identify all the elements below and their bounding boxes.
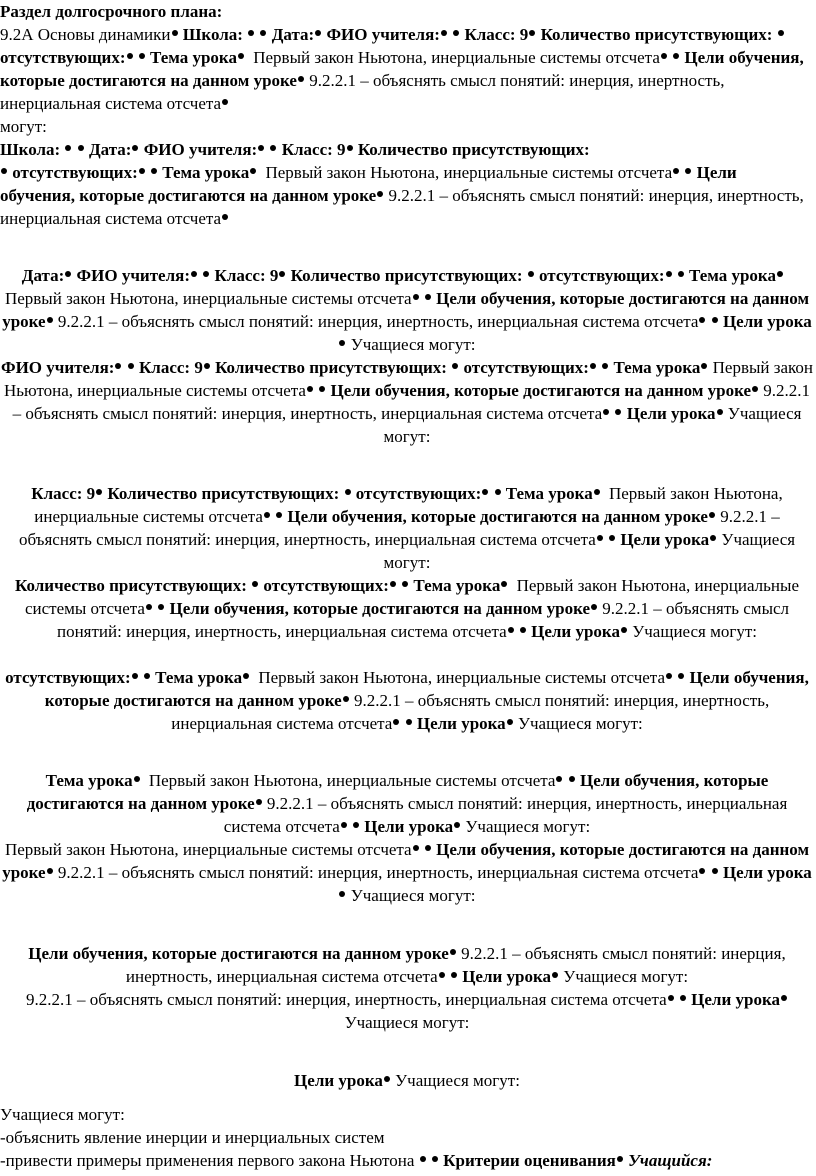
bullet-icon <box>594 489 600 495</box>
bullet-icon <box>710 535 716 541</box>
bullet-icon <box>453 30 459 36</box>
bullet-icon <box>402 581 408 587</box>
school-block <box>0 138 814 230</box>
bullet-icon <box>507 719 513 725</box>
bullet-icon <box>712 317 718 323</box>
bullet-icon <box>439 972 445 978</box>
bullet-icon <box>279 271 285 277</box>
bullet-icon <box>345 489 351 495</box>
bullet-icon <box>128 363 134 369</box>
bullet-icon <box>621 627 627 633</box>
bullet-icon <box>319 386 325 392</box>
bullet-icon <box>132 145 138 151</box>
bullet-icon <box>264 512 270 518</box>
section-label: Раздел долгосрочного плана: <box>0 2 223 21</box>
bullet-icon <box>258 145 264 151</box>
bullet-icon <box>712 868 718 874</box>
bullet-icon <box>699 868 705 874</box>
bullet-icon <box>678 673 684 679</box>
bullet-icon <box>96 489 102 495</box>
bullet-icon <box>222 214 228 220</box>
bullet-icon <box>678 271 684 277</box>
bullet-icon <box>450 949 456 955</box>
bullet-icon <box>454 822 460 828</box>
bullet-icon <box>777 271 783 277</box>
bullet-icon <box>778 30 784 36</box>
bullet-icon <box>203 271 209 277</box>
objectives-block <box>0 942 814 988</box>
bullet-icon <box>144 673 150 679</box>
bullet-icon <box>717 409 723 415</box>
bullet-icon <box>529 30 535 36</box>
objective-text-block <box>0 988 814 1034</box>
bullet-icon <box>243 673 249 679</box>
students-list <box>0 1103 814 1172</box>
bullet-icon <box>353 822 359 828</box>
bullet-icon <box>78 145 84 151</box>
bullet-icon <box>425 294 431 300</box>
bullet-icon <box>685 168 691 174</box>
bullet-icon <box>191 271 197 277</box>
bullet-icon <box>432 1156 438 1162</box>
bullet-icon <box>617 1156 623 1162</box>
bullet-icon <box>347 145 353 151</box>
bullet-icon <box>270 145 276 151</box>
bullet-icon <box>451 972 457 978</box>
bullet-icon <box>339 891 345 897</box>
bullet-icon <box>343 696 349 702</box>
bullet-icon <box>248 30 254 36</box>
bullet-icon <box>482 489 488 495</box>
date-block <box>0 264 814 356</box>
bullet-icon <box>132 673 138 679</box>
teacher-block <box>0 356 814 448</box>
bullet-icon <box>701 363 707 369</box>
bullet-icon <box>222 99 228 105</box>
bullet-icon <box>276 512 282 518</box>
bullet-icon <box>1 168 7 174</box>
bullet-icon <box>298 76 304 82</box>
bullet-icon <box>204 363 210 369</box>
bullet-icon <box>673 168 679 174</box>
bullet-icon <box>680 995 686 1001</box>
bullet-icon <box>65 145 71 151</box>
bullet-icon <box>709 512 715 518</box>
bullet-icon <box>420 1156 426 1162</box>
topic-text-paragraph: Первый закон Ньютона, инерциальные системы отсчета Цели обучения, которые достигаются на данном уроке 9.2.2.1 – объяснять смысл понятий: инерция, инертность, инерциальная система отсчета Цели урока Учащиеся могут: <box>2 840 812 905</box>
bullet-icon <box>781 995 787 1001</box>
bullet-icon <box>151 168 157 174</box>
topic-block <box>0 769 814 838</box>
bullet-icon <box>65 271 71 277</box>
topic-paragraph: Тема урока Первый закон Ньютона, инерциальные системы отсчета Цели обучения, которые достигаются на данном уроке 9.2.2.1 – объяснять смысл понятий: инерция, инертность, инерциальная система отсчета Цели урока Учащиеся могут: <box>26 771 788 836</box>
teacher-paragraph: ФИО учителя: Класс: 9 Количество присутствующих: отсутствующих: Тема урока Первый закон Ньютона, инерциальные системы отсчета Цели обучения, которые достигаются на данном уроке 9.2.2.1 – объяснять смысл понятий: инерция, инертность, инерциальная система отсчета Цели урока Учащиеся могут: <box>0 358 814 446</box>
bullet-icon <box>425 845 431 851</box>
bullet-icon <box>666 271 672 277</box>
bullet-icon <box>146 604 152 610</box>
bullet-icon <box>666 673 672 679</box>
bullet-icon <box>501 581 507 587</box>
bullet-icon <box>158 604 164 610</box>
bullet-icon <box>552 972 558 978</box>
bullet-icon <box>591 604 597 610</box>
bullet-icon <box>413 294 419 300</box>
bullet-icon <box>699 317 705 323</box>
bullet-icon <box>556 776 562 782</box>
bullet-icon <box>127 53 133 59</box>
bullet-icon <box>520 627 526 633</box>
bullet-icon <box>377 191 383 197</box>
bullet-icon <box>609 535 615 541</box>
bullet-icon <box>384 1076 390 1082</box>
bullet-icon <box>256 799 262 805</box>
bullet-icon <box>315 30 321 36</box>
bullet-icon <box>406 719 412 725</box>
bullet-icon <box>495 489 501 495</box>
list-item: -объяснить явление инерции и инерциальных систем <box>0 1128 385 1147</box>
bullet-icon <box>569 776 575 782</box>
bullet-icon <box>441 30 447 36</box>
bullet-icon <box>602 363 608 369</box>
objectives-paragraph: Цели обучения, которые достигаются на данном уроке 9.2.2.1 – объяснять смысл понятий: инерция, инертность, инерциальная система отсчета Цели урока Учащиеся могут: <box>28 944 786 986</box>
attendance-paragraph: Количество присутствующих: отсутствующих: Тема урока Первый закон Ньютона, инерциальные системы отсчета Цели обучения, которые достигаются на данном уроке 9.2.2.1 – объяснять смысл понятий: инерция, инертность, инерциальная система отсчета Цели урока Учащиеся могут: <box>15 576 799 641</box>
bullet-icon <box>673 53 679 59</box>
section-body: 9.2А Основы динамики Школа: Дата: ФИО учителя: Класс: 9 Количество присутствующих: отсутствующих: Тема урока Первый закон Ньютона, инерциальные системы отсчета Цели обучения, которые достигаются на данном уроке 9.2.2.1 – объяснять смысл понятий: инерция, инертность, инерциальная система отсчета <box>0 25 804 113</box>
bullet-icon <box>508 627 514 633</box>
section-header <box>0 0 814 138</box>
student-label: Учащийся: <box>628 1151 713 1170</box>
bullet-icon <box>752 386 758 392</box>
absent-paragraph: отсутствующих: Тема урока Первый закон Ньютона, инерциальные системы отсчета Цели обучения, которые достигаются на данном уроке 9.2.2.1 – объяснять смысл понятий: инерция, инертность, инерциальная система отсчета Цели урока Учащиеся могут: <box>5 668 809 733</box>
bullet-icon <box>597 535 603 541</box>
bullet-icon <box>115 363 121 369</box>
bullet-icon <box>47 868 53 874</box>
bullet-icon <box>528 271 534 277</box>
lesson-goals-paragraph: Цели урока Учащиеся могут: <box>294 1071 520 1090</box>
bullet-icon <box>341 822 347 828</box>
bullet-icon <box>339 340 345 346</box>
bullet-icon <box>260 30 266 36</box>
class-paragraph: Класс: 9 Количество присутствующих: отсутствующих: Тема урока Первый закон Ньютона, инерциальные системы отсчета Цели обучения, которые достигаются на данном уроке 9.2.2.1 – объяснять смысл понятий: инерция, инертность, инерциальная система отсчета Цели урока Учащиеся могут: <box>18 484 796 572</box>
bullet-icon <box>172 30 178 36</box>
bullet-icon <box>139 168 145 174</box>
students-can-heading: Учащиеся могут: <box>0 1105 125 1124</box>
topic-text-block <box>0 838 814 907</box>
bullet-icon <box>393 719 399 725</box>
bullet-icon <box>452 363 458 369</box>
absent-block <box>0 666 814 735</box>
school-paragraph: Школа: Дата: ФИО учителя: Класс: 9 Количество присутствующих: отсутствующих: Тема урока Первый закон Ньютона, инерциальные системы отсчета Цели обучения, которые достигаются на данном уроке 9.2.2.1 – объяснять смысл понятий: инерция, инертность, инерциальная система отсчета <box>0 140 804 228</box>
class-block <box>0 482 814 574</box>
bullet-icon <box>661 53 667 59</box>
bullet-icon <box>615 409 621 415</box>
bullet-icon <box>134 776 140 782</box>
attendance-block <box>0 574 814 643</box>
bullet-icon <box>307 386 313 392</box>
bullet-icon <box>603 409 609 415</box>
bullet-icon <box>413 845 419 851</box>
date-paragraph: Дата: ФИО учителя: Класс: 9 Количество присутствующих: отсутствующих: Тема урока Первый закон Ньютона, инерциальные системы отсчета Цели обучения, которые достигаются на данном уроке 9.2.2.1 – объяснять смысл понятий: инерция, инертность, инерциальная система отсчета Цели урока Учащиеся могут: <box>2 266 812 354</box>
list-item: -привести примеры применения первого закона Ньютона Критерии оценивания Учащийся: <box>0 1151 713 1170</box>
bullet-icon <box>47 317 53 323</box>
mogut-line: могут: <box>0 117 47 136</box>
bullet-icon <box>390 581 396 587</box>
bullet-icon <box>590 363 596 369</box>
bullet-icon <box>250 168 256 174</box>
bullet-icon <box>139 53 145 59</box>
objective-text-paragraph: 9.2.2.1 – объяснять смысл понятий: инерция, инертность, инерциальная система отсчета Цели урока Учащиеся могут: <box>0 988 814 1034</box>
lesson-goals-block <box>0 1069 814 1092</box>
bullet-icon <box>252 581 258 587</box>
bullet-icon <box>668 995 674 1001</box>
bullet-icon <box>238 53 244 59</box>
